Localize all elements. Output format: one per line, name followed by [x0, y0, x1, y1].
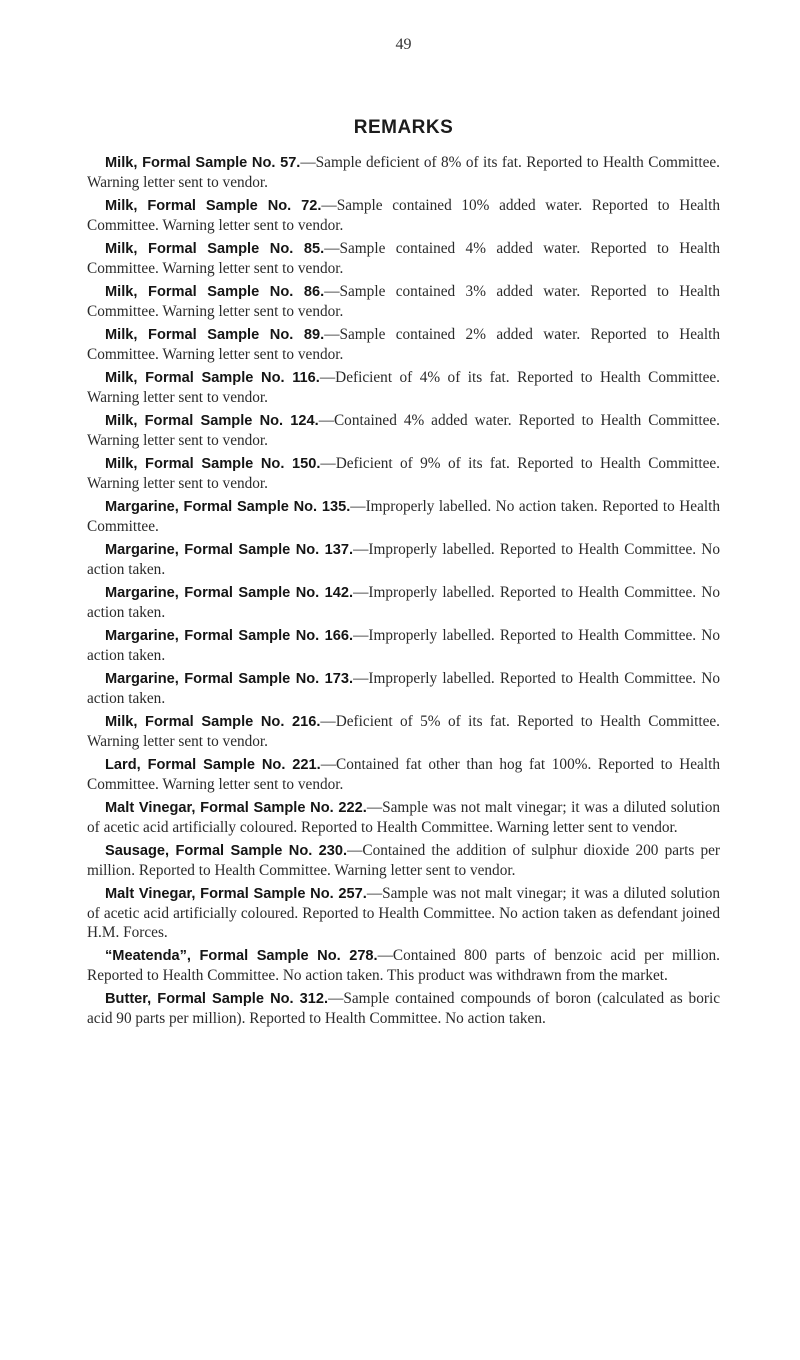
remark-text: —Improperly labelled. Reported to Health Committee. No action taken.	[87, 541, 721, 578]
sample-heading: Lard, Formal Sample No. 221.	[105, 757, 321, 773]
sample-heading: Milk, Formal Sample No. 57.	[105, 155, 301, 171]
remark-text: —Deficient of 9% of its fat. Reported to Health Committee. Warning letter sent to vendor.	[87, 455, 720, 492]
remark-text: —Sample was not malt vinegar; it was a diluted solution of acetic acid artificially coloured. Reported to Health Committee. No action taken as defendant joined H.M. Forces.	[87, 885, 720, 941]
page-title: REMARKS	[353, 117, 454, 138]
sample-heading: Milk, Formal Sample No. 72.	[105, 198, 322, 214]
page-number: 49	[395, 36, 412, 53]
sample-heading: Margarine, Formal Sample No. 173.	[105, 671, 354, 687]
remark-text: —Sample contained 10% added water. Reported to Health Committee. Warning letter sent to vendor.	[87, 197, 720, 234]
remark-text: —Sample was not malt vinegar; it was a diluted solution of acetic acid artificially coloured. Reported to Health Committee. Warning letter sent to vendor.	[87, 799, 720, 836]
sample-heading: Margarine, Formal Sample No. 135.	[105, 499, 351, 515]
remark-text: —Contained 800 parts of benzoic acid per million. Reported to Health Committee. No action taken. This product was withdrawn from the market.	[87, 947, 720, 984]
remark-entry	[87, 282, 720, 321]
remark-entry	[87, 540, 720, 579]
sample-heading: Milk, Formal Sample No. 86.	[105, 284, 325, 300]
remark-entry	[87, 454, 720, 493]
remark-entry	[87, 989, 720, 1028]
remark-text: —Deficient of 5% of its fat. Reported to Health Committee. Warning letter sent to vendor.	[87, 713, 720, 750]
sample-heading: Milk, Formal Sample No. 150.	[105, 456, 321, 472]
remark-text: —Deficient of 4% of its fat. Reported to Health Committee. Warning letter sent to vendor.	[87, 369, 720, 406]
remark-text: —Sample deficient of 8% of its fat. Reported to Health Committee. Warning letter sent to vendor.	[87, 154, 720, 191]
remark-entry	[87, 411, 720, 450]
remarks-list	[87, 153, 720, 1032]
remark-text: —Improperly labelled. No action taken. Reported to Health Committee.	[87, 498, 721, 535]
remark-text: —Contained the addition of sulphur dioxide 200 parts per million. Reported to Health Committee. Warning letter sent to vendor.	[87, 842, 720, 879]
sample-heading: Milk, Formal Sample No. 85.	[105, 241, 325, 257]
remark-text: —Contained fat other than hog fat 100%. Reported to Health Committee. Warning letter sent to vendor.	[87, 756, 720, 793]
remark-entry	[87, 368, 720, 407]
remark-entry	[87, 497, 720, 536]
sample-heading: Margarine, Formal Sample No. 137.	[105, 542, 354, 558]
sample-heading: “Meatenda”, Formal Sample No. 278.	[105, 948, 378, 964]
remark-entry	[87, 884, 720, 942]
remark-entry	[87, 626, 720, 665]
remark-text: —Contained 4% added water. Reported to Health Committee. Warning letter sent to vendor.	[87, 412, 720, 449]
sample-heading: Margarine, Formal Sample No. 166.	[105, 628, 354, 644]
remark-text: —Improperly labelled. Reported to Health Committee. No action taken.	[87, 627, 721, 664]
sample-heading: Milk, Formal Sample No. 124.	[105, 413, 319, 429]
remark-entry	[87, 841, 720, 880]
remark-entry	[87, 755, 720, 794]
remark-text: —Improperly labelled. Reported to Health Committee. No action taken.	[87, 670, 721, 707]
remark-entry	[87, 669, 720, 708]
sample-heading: Margarine, Formal Sample No. 142.	[105, 585, 354, 601]
remark-text: —Sample contained compounds of boron (calculated as boric acid 90 parts per million). Reported to Health Committee. No action taken.	[87, 990, 720, 1027]
sample-heading: Sausage, Formal Sample No. 230.	[105, 843, 348, 859]
remark-text: —Sample contained 2% added water. Reported to Health Committee. Warning letter sent to vendor.	[87, 326, 720, 363]
remark-text: —Sample contained 4% added water. Reported to Health Committee. Warning letter sent to vendor.	[87, 240, 720, 277]
remark-entry	[87, 239, 720, 278]
remark-entry	[87, 946, 720, 985]
remark-text: —Improperly labelled. Reported to Health Committee. No action taken.	[87, 584, 721, 621]
remark-entry	[87, 153, 720, 192]
sample-heading: Butter, Formal Sample No. 312.	[105, 991, 329, 1007]
remark-entry	[87, 196, 720, 235]
remark-text: —Sample contained 3% added water. Reported to Health Committee. Warning letter sent to vendor.	[87, 283, 720, 320]
sample-heading: Malt Vinegar, Formal Sample No. 222.	[105, 800, 367, 816]
sample-heading: Milk, Formal Sample No. 89.	[105, 327, 325, 343]
remark-entry	[87, 325, 720, 364]
remark-entry	[87, 798, 720, 837]
sample-heading: Malt Vinegar, Formal Sample No. 257.	[105, 886, 367, 902]
remark-entry	[87, 583, 720, 622]
remark-entry	[87, 712, 720, 751]
sample-heading: Milk, Formal Sample No. 216.	[105, 714, 321, 730]
sample-heading: Milk, Formal Sample No. 116.	[105, 370, 320, 386]
